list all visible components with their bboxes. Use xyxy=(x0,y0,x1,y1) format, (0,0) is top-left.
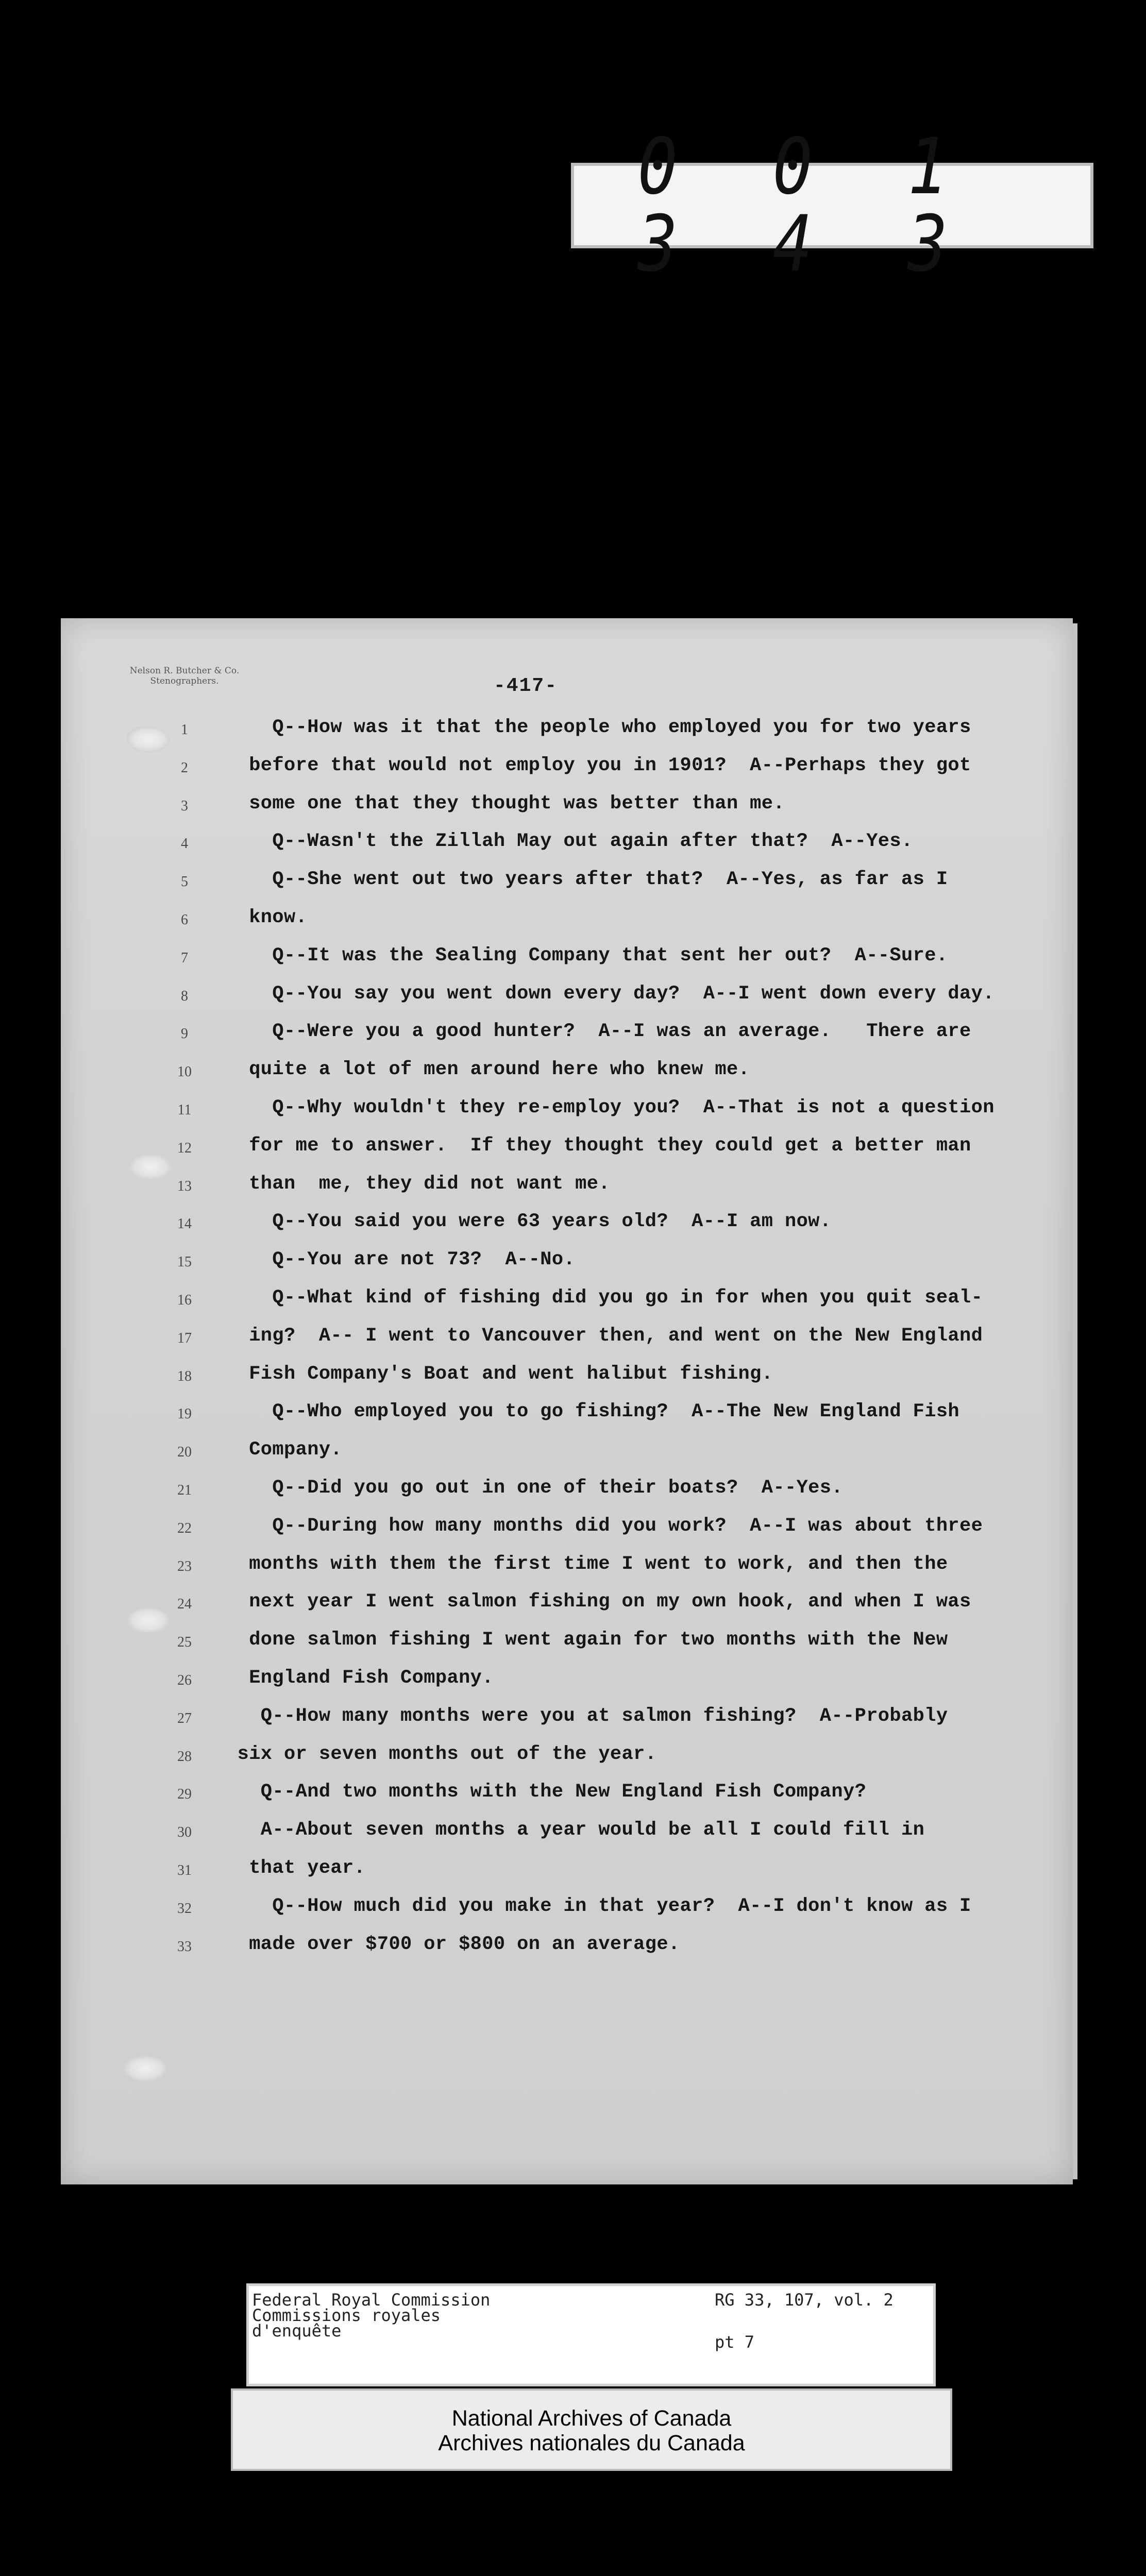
part-number: pt 7 xyxy=(715,2332,755,2352)
transcript-line: some one that they thought was better than me. xyxy=(226,792,785,815)
transcript-line: Q--What kind of fishing did you go in for when you quit seal- xyxy=(226,1286,983,1309)
line-number: 20 xyxy=(177,1444,192,1461)
line-number: 26 xyxy=(177,1672,192,1688)
transcript-line: Q--And two months with the New England Fish Company? xyxy=(226,1781,867,1803)
record-group-ref: RG 33, 107, vol. 2 xyxy=(715,2290,894,2310)
transcript-line: Q--You said you were 63 years old? A--I am now. xyxy=(226,1211,832,1233)
line-number: 11 xyxy=(177,1101,192,1118)
transcript-line: know. xyxy=(226,906,308,928)
transcript-line: Q--Who employed you to go fishing? A--The New England Fish xyxy=(226,1401,960,1423)
transcript-line: Q--How many months were you at salmon fishing? A--Probably xyxy=(226,1705,948,1727)
transcript-line: months with them the first time I went to work, and then the xyxy=(226,1553,948,1575)
line-number: 33 xyxy=(177,1938,192,1955)
archival-reference-label xyxy=(246,2283,936,2386)
line-number: 8 xyxy=(181,988,188,1004)
transcript-line: before that would not employ you in 1901? A--Perhaps they got xyxy=(226,754,971,776)
collection-name xyxy=(252,2290,491,2341)
transcript-line: than me, they did not want me. xyxy=(226,1173,610,1195)
line-number: 28 xyxy=(177,1748,192,1765)
transcript-line: Q--It was the Sealing Company that sent her out? A--Sure. xyxy=(226,944,948,967)
line-number: 21 xyxy=(177,1482,192,1498)
binder-hole xyxy=(124,2056,167,2081)
line-number: 2 xyxy=(181,759,188,776)
transcript-line: Q--Why wouldn't they re-employ you? A--That is not a question xyxy=(226,1096,995,1118)
line-number: 22 xyxy=(177,1520,192,1536)
transcript-line: Q--You are not 73? A--No. xyxy=(226,1249,576,1271)
transcript-line: quite a lot of men around here who knew me. xyxy=(226,1059,750,1081)
line-number: 15 xyxy=(177,1254,192,1270)
transcript-line: made over $700 or $800 on an average. xyxy=(226,1933,680,1955)
line-number: 16 xyxy=(177,1292,192,1308)
line-number: 9 xyxy=(181,1026,188,1042)
collection-line: Federal Royal Commission xyxy=(252,2290,491,2310)
line-number: 30 xyxy=(177,1824,192,1841)
transcript-line: Q--She went out two years after that? A--Yes, as far as I xyxy=(226,869,948,891)
page-number: -417- xyxy=(494,675,558,697)
line-number: 27 xyxy=(177,1710,192,1726)
transcript-line: Fish Company's Boat and went halibut fishing. xyxy=(226,1363,773,1385)
letterhead-firm: Nelson R. Butcher & Co. xyxy=(129,666,240,676)
transcript-line: England Fish Company. xyxy=(226,1667,494,1689)
transcript-line: Q--How much did you make in that year? A--I don't know as I xyxy=(226,1895,971,1917)
transcript-line: ing? A-- I went to Vancouver then, and went on the New England xyxy=(226,1325,983,1347)
transcript-line: Q--Were you a good hunter? A--I was an average. There are xyxy=(226,1021,971,1043)
line-number: 1 xyxy=(181,722,188,738)
line-number: 12 xyxy=(177,1140,192,1156)
line-number: 13 xyxy=(177,1178,192,1194)
line-number: 14 xyxy=(177,1216,192,1232)
frame-number-plate xyxy=(571,122,1093,289)
transcript-line: A--About seven months a year would be all I could fill in xyxy=(226,1819,925,1841)
line-number: 25 xyxy=(177,1634,192,1651)
transcript-line: Q--You say you went down every day? A--I went down every day. xyxy=(226,982,995,1005)
line-number: 10 xyxy=(177,1064,192,1080)
line-number: 18 xyxy=(177,1368,192,1384)
line-number-column xyxy=(159,711,210,1965)
transcript-line: Q--Wasn't the Zillah May out again after that? A--Yes. xyxy=(226,831,913,853)
line-number: 19 xyxy=(177,1406,192,1422)
transcript-line: done salmon fishing I went again for two months with the New xyxy=(226,1629,948,1651)
frame-number: 0 0 1 3 4 3 xyxy=(637,122,975,289)
transcript-line: six or seven months out of the year. xyxy=(226,1743,657,1765)
transcript-line: that year. xyxy=(226,1857,366,1879)
collection-line: d'enquête xyxy=(252,2321,342,2341)
transcript-line: for me to answer. If they thought they could get a better man xyxy=(226,1134,971,1157)
transcript-line: Q--Did you go out in one of their boats? A--Yes. xyxy=(226,1477,843,1499)
transcript-line: Company. xyxy=(226,1439,343,1461)
line-number: 32 xyxy=(177,1900,192,1917)
line-number: 17 xyxy=(177,1330,192,1346)
letterhead-stamp xyxy=(92,666,277,686)
line-number: 31 xyxy=(177,1862,192,1878)
transcript-line: Q--How was it that the people who employed you for two years xyxy=(226,717,971,738)
transcript-line: Q--During how many months did you work? A--I was about three xyxy=(226,1515,983,1537)
line-number: 4 xyxy=(181,836,188,852)
line-number: 7 xyxy=(181,950,188,966)
line-number: 29 xyxy=(177,1786,192,1803)
collection-line: Commissions royales xyxy=(252,2306,441,2325)
document-page xyxy=(61,618,1073,2184)
reference-info xyxy=(715,2292,894,2350)
transcript-body xyxy=(226,709,1091,1963)
line-number: 6 xyxy=(181,911,188,928)
transcript-line: next year I went salmon fishing on my own hook, and when I was xyxy=(226,1591,971,1613)
letterhead-subtitle: Stenographers. xyxy=(150,676,219,686)
line-number: 5 xyxy=(181,874,188,890)
archives-name-fr: Archives nationales du Canada xyxy=(438,2431,745,2455)
line-number: 3 xyxy=(181,798,188,814)
archives-name-en: National Archives of Canada xyxy=(451,2406,732,2431)
line-number: 24 xyxy=(177,1596,192,1613)
line-number: 23 xyxy=(177,1558,192,1574)
archives-credit xyxy=(231,2388,952,2471)
